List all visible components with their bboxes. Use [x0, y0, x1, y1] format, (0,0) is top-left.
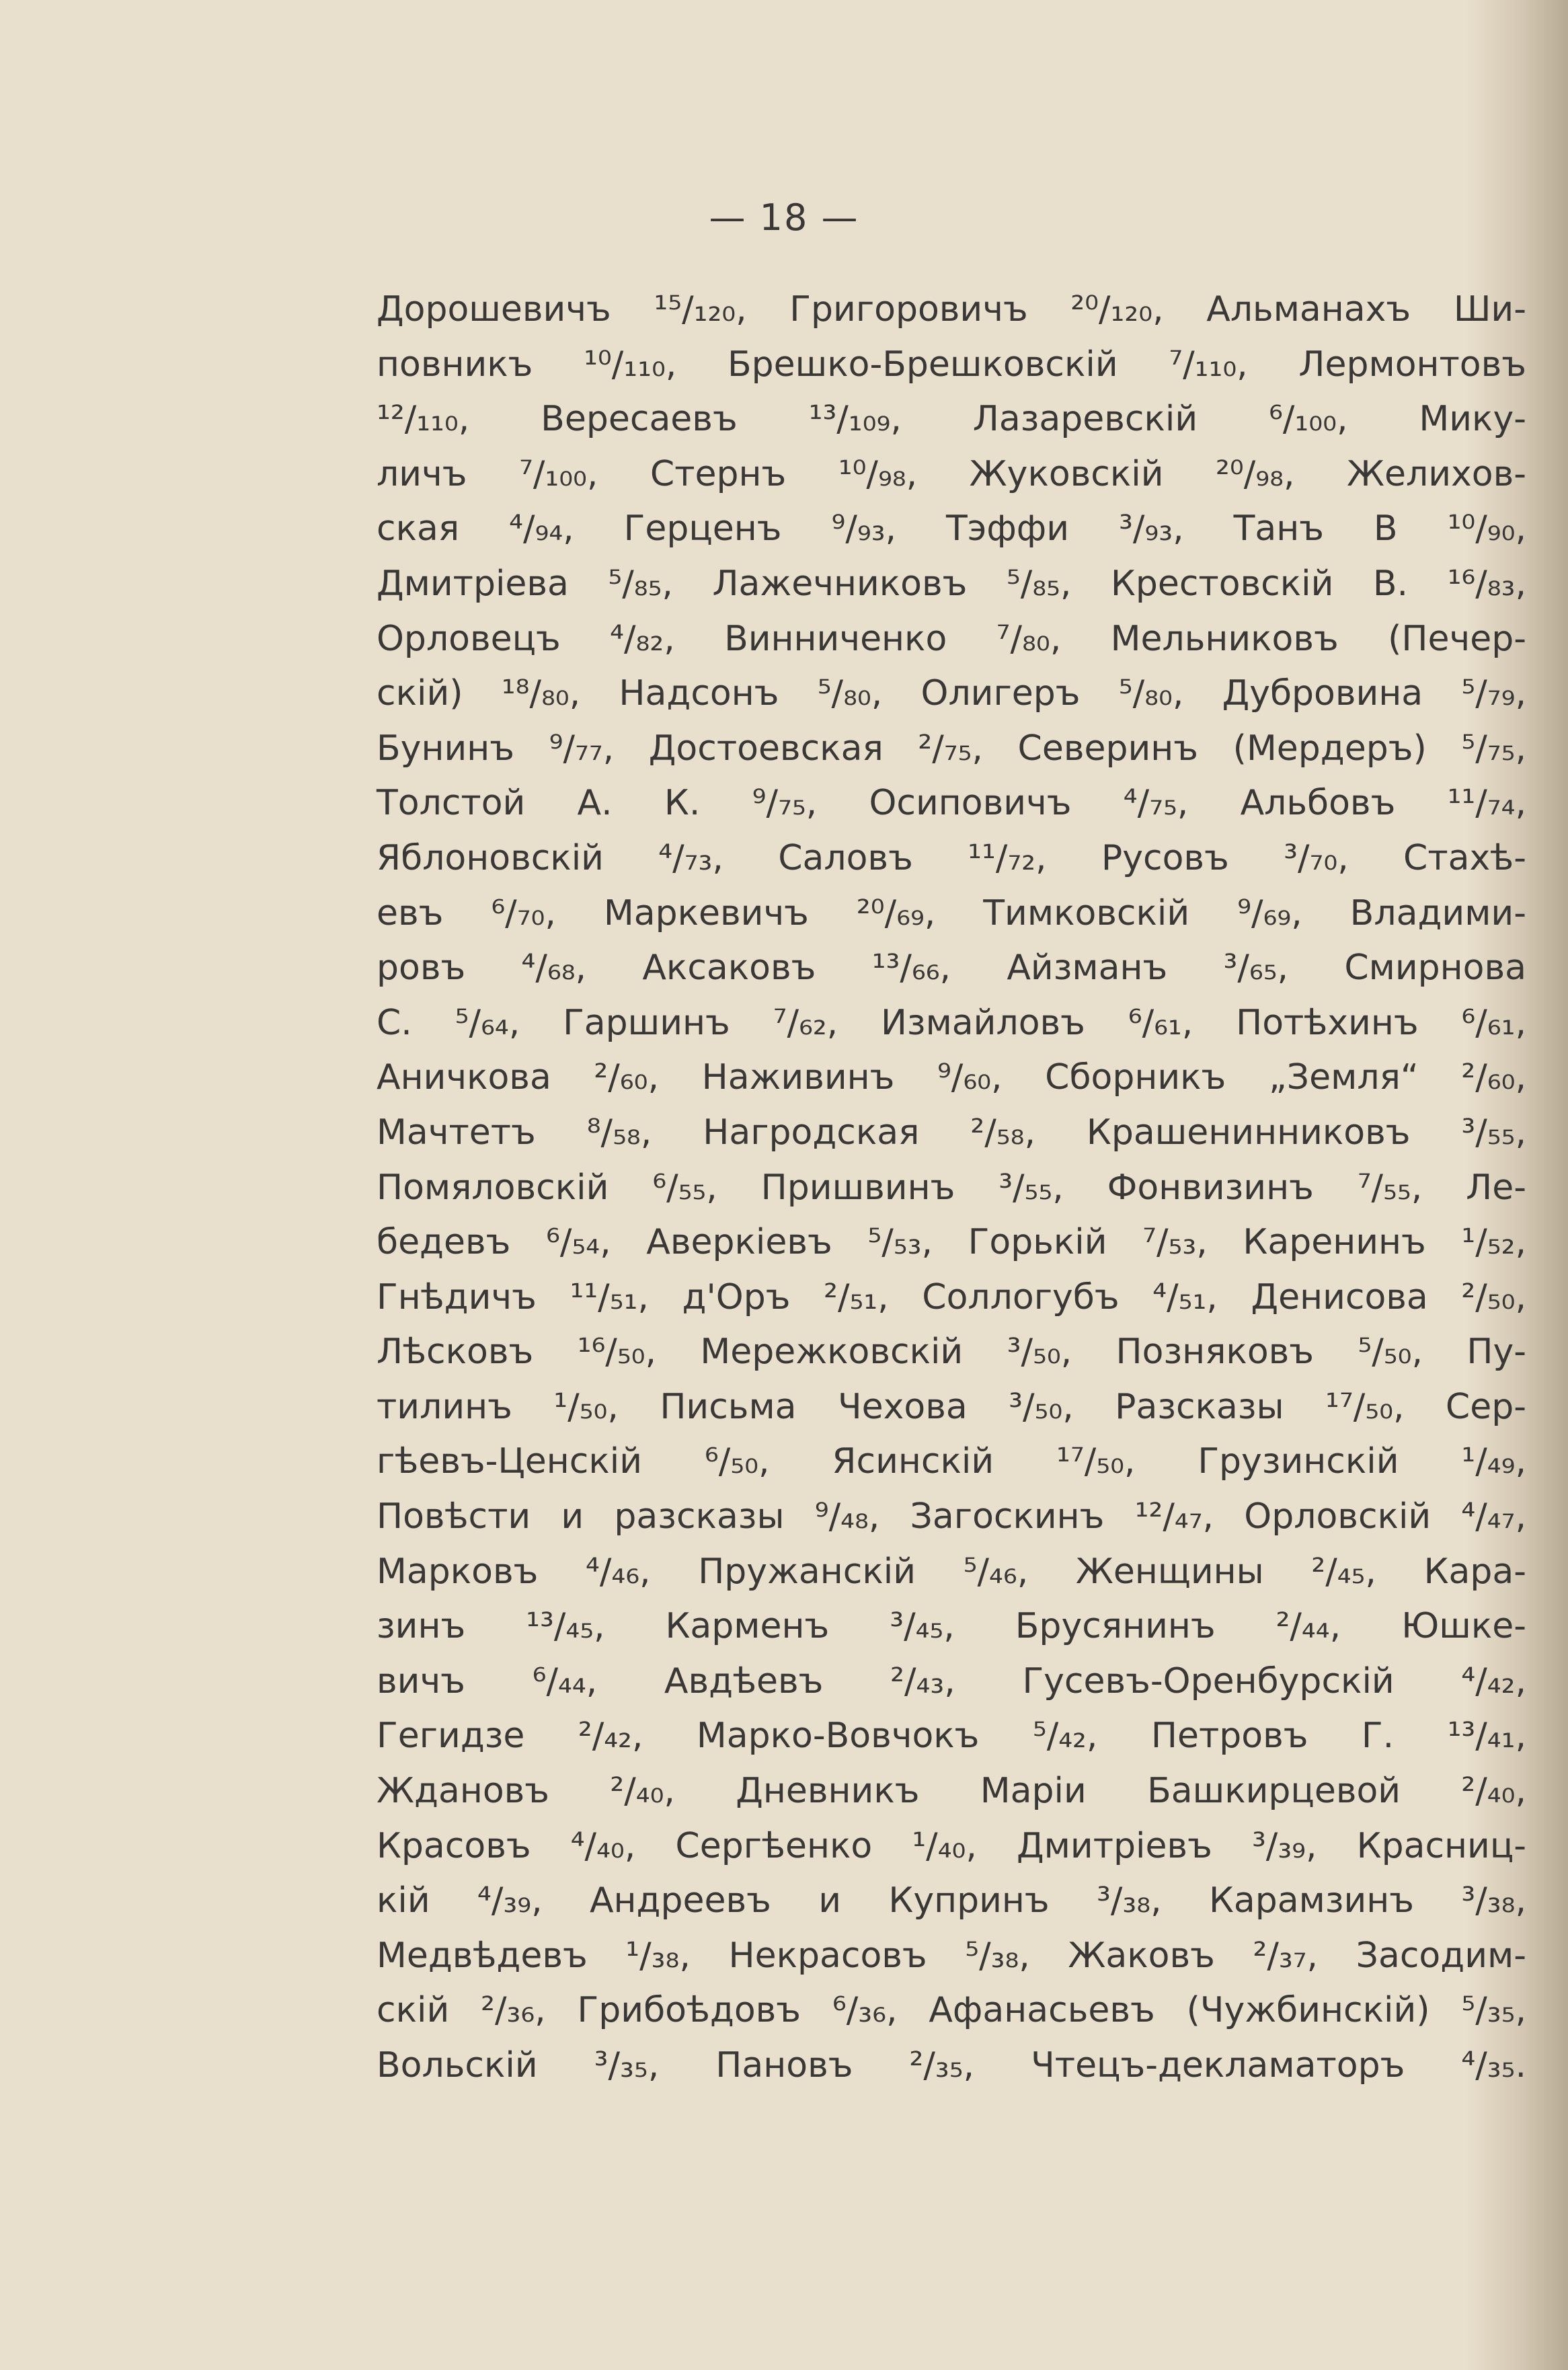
text-line: Повѣсти и разсказы ⁹/₄₈, Загоскинъ ¹²/₄₇, Орловскій ⁴/₄₇,: [377, 1496, 1526, 1537]
text-line: Помяловскій ⁶/₅₅, Пришвинъ ³/₅₅, Фонвизинъ ⁷/₅₅, Ле-: [377, 1167, 1526, 1208]
text-line: Мачтетъ ⁸/₅₈, Нагродская ²/₅₈, Крашенинниковъ ³/₅₅,: [377, 1112, 1526, 1153]
text-line: ская ⁴/₉₄, Герценъ ⁹/₉₃, Тэффи ³/₉₃, Танъ В ¹⁰/₉₀,: [377, 508, 1526, 549]
text-line: Толстой А. К. ⁹/₇₅, Осиповичъ ⁴/₇₅, Альбовъ ¹¹/₇₄,: [377, 783, 1526, 824]
text-line: кій ⁴/₃₉, Андреевъ и Купринъ ³/₃₈, Карамзинъ ³/₃₈,: [377, 1880, 1526, 1921]
text-line: Дмитріева ⁵/₈₅, Лажечниковъ ⁵/₈₅, Крестовскій В. ¹⁶/₈₃,: [377, 563, 1526, 604]
page-number: — 18 —: [709, 196, 859, 239]
text-line: вичъ ⁶/₄₄, Авдѣевъ ²/₄₃, Гусевъ-Оренбурскій ⁴/₄₂,: [377, 1660, 1526, 1702]
text-line: тилинъ ¹/₅₀, Письма Чехова ³/₅₀, Разсказы ¹⁷/₅₀, Сер-: [377, 1386, 1526, 1427]
text-line: Медвѣдевъ ¹/₃₈, Некрасовъ ⁵/₃₈, Жаковъ ²/₃₇, Засодим-: [377, 1935, 1526, 1976]
text-line: скій) ¹⁸/₈₀, Надсонъ ⁵/₈₀, Олигеръ ⁵/₈₀, Дубровина ⁵/₇₉,: [377, 673, 1526, 714]
text-line: бедевъ ⁶/₅₄, Аверкіевъ ⁵/₅₃, Горькій ⁷/₅₃, Каренинъ ¹/₅₂,: [377, 1222, 1526, 1263]
text-line: Бунинъ ⁹/₇₇, Достоевская ²/₇₅, Северинъ (Мердеръ) ⁵/₇₅,: [377, 728, 1526, 769]
text-line: личъ ⁷/₁₀₀, Стернъ ¹⁰/₉₈, Жуковскій ²⁰/₉₈, Желихов-: [377, 453, 1526, 494]
text-line: повникъ ¹⁰/₁₁₀, Брешко-Брешковскій ⁷/₁₁₀, Лермонтовъ: [377, 344, 1526, 385]
text-line: Аничкова ²/₆₀, Наживинъ ⁹/₆₀, Сборникъ „Земля“ ²/₆₀,: [377, 1057, 1526, 1098]
text-line: евъ ⁶/₇₀, Маркевичъ ²⁰/₆₉, Тимковскій ⁹/₆₉, Владими-: [377, 892, 1526, 933]
text-line: ровъ ⁴/₆₈, Аксаковъ ¹³/₆₆, Айзманъ ³/₆₅, Смирнова: [377, 948, 1526, 989]
text-line: Гнѣдичъ ¹¹/₅₁, д'Оръ ²/₅₁, Соллогубъ ⁴/₅₁, Денисова ²/₅₀,: [377, 1276, 1526, 1317]
text-line: Ждановъ ²/₄₀, Дневникъ Маріи Башкирцевой ²/₄₀,: [377, 1771, 1526, 1812]
text-line: Красовъ ⁴/₄₀, Сергѣенко ¹/₄₀, Дмитріевъ ³/₃₉, Красниц-: [377, 1825, 1526, 1866]
text-line: Яблоновскій ⁴/₇₃, Саловъ ¹¹/₇₂, Русовъ ³/₇₀, Стахѣ-: [377, 837, 1526, 878]
text-line: Лѣсковъ ¹⁶/₅₀, Мережковскій ³/₅₀, Позняковъ ⁵/₅₀, Пу-: [377, 1332, 1526, 1373]
text-line: Орловецъ ⁴/₈₂, Винниченко ⁷/₈₀, Мельниковъ (Печер-: [377, 618, 1526, 659]
text-line: гѣевъ-Ценскій ⁶/₅₀, Ясинскій ¹⁷/₅₀, Грузинскій ¹/₄₉,: [377, 1441, 1526, 1482]
text-line: зинъ ¹³/₄₅, Карменъ ³/₄₅, Брусянинъ ²/₄₄, Юшке-: [377, 1606, 1526, 1647]
text-line: скій ²/₃₆, Грибоѣдовъ ⁶/₃₆, Афанасьевъ (Чужбинскій) ⁵/₃₅,: [377, 1990, 1526, 2031]
text-line: Дорошевичъ ¹⁵/₁₂₀, Григоровичъ ²⁰/₁₂₀, Альманахъ Ши-: [377, 289, 1526, 330]
text-line: С. ⁵/₆₄, Гаршинъ ⁷/₆₂, Измайловъ ⁶/₆₁, Потѣхинъ ⁶/₆₁,: [377, 1002, 1526, 1043]
text-line: Гегидзе ²/₄₂, Марко-Вовчокъ ⁵/₄₂, Петровъ Г. ¹³/₄₁,: [377, 1716, 1526, 1757]
text-line: ¹²/₁₁₀, Вересаевъ ¹³/₁₀₉, Лазаревскій ⁶/₁₀₀, Мику-: [377, 399, 1526, 440]
text-line: Вольскій ³/₃₅, Пановъ ²/₃₅, Чтецъ-декламаторъ ⁴/₃₅.: [377, 2045, 1526, 2086]
text-line: Марковъ ⁴/₄₆, Пружанскій ⁵/₄₆, Женщины ²/₄₅, Кара-: [377, 1551, 1526, 1592]
text-block: [377, 282, 1526, 2094]
